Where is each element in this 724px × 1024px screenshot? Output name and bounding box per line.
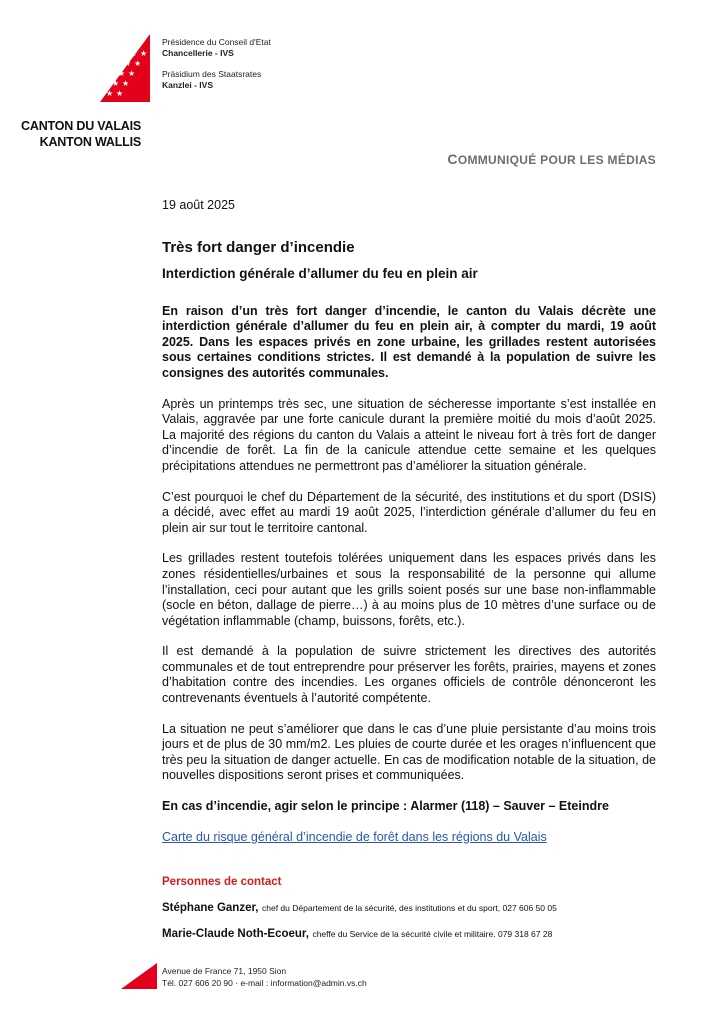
contact-item [162,900,656,917]
press-release-body [162,198,656,953]
communique-first-letter: C [447,151,458,167]
svg-text:★: ★ [124,59,132,68]
release-title: Très fort danger d’incendie [162,238,355,256]
header-kanzlei: Kanzlei - IVS [162,80,214,90]
paragraph-2: C’est pourquoi le chef du Département de la sécurité, des institutions et du sport (DSIS) a décidé, avec effet au mardi 19 août 2025, l’interdiction générale d’allumer du feu en plein air sur tout le territoire cantonal. [162,489,656,535]
header-chancellery: Chancellerie - IVS [162,48,234,58]
fire-risk-map-link[interactable]: Carte du risque général d’incendie de forêt dans les régions du Valais [162,829,547,844]
canton-name-de: KANTON WALLIS [39,135,141,149]
contact-name: Stéphane Ganzer, [162,901,259,914]
canton-name [21,118,141,150]
svg-text:★: ★ [116,55,124,64]
header-presidency: Présidence du Conseil d'Etat [162,37,271,47]
contact-name: Marie-Claude Noth-Ecoeur, [162,928,309,941]
paragraph-5: La situation ne peut s’améliorer que dans le cas d’une pluie persistante d’au moins trois jours et de plus de 30 mm/m2. Les pluies de courte durée et les orages n’influencent que très peu la situation de danger actuelle. En cas de modification notable de la situation, de nouvelles dispositions seront prises et communiquées. [162,721,656,783]
contact-role: cheffe du Service de la sécurité civile et militaire. 079 318 67 28 [312,929,553,940]
paragraph-1: Après un printemps très sec, une situation de sécheresse importante s’est installée en Valais, aggravée par une forte canicule durant la première moitié du mois d’août 2025. La majorité des régions du canton du Valais a atteint le niveau fort à très fort de danger d’incendie de forêt. La fin de la canicule attendue cette semaine et les quelques précipitations attendues ne permettront pas d’améliorer la situation générale. [162,396,656,473]
svg-text:★: ★ [130,49,138,58]
communique-rest: OMMUNIQUÉ POUR LES MÉDIAS [457,153,656,167]
svg-text:★: ★ [122,79,130,88]
svg-text:★: ★ [140,49,148,58]
svg-text:★: ★ [110,63,118,72]
communique-label [447,151,656,167]
paragraph-3: Les grillades restent toutefois tolérées uniquement dans les espaces privés dans les zones résidentielles/urbaines et sous la responsabilité de la personne qui allume l’installation, ceci pour autant que les grills soient posés sur une base non-inflammable (socle en béton, dallage de pierre…) à au moins plus de 10 mètres d’une surface ou de végétation inflammable (champ, buissons, forêts, etc.). [162,551,656,628]
svg-text:★: ★ [128,69,136,78]
svg-text:★: ★ [112,79,120,88]
footer-address [162,965,367,989]
contact-item [162,926,656,943]
release-date: 19 août 2025 [162,198,235,212]
lead-paragraph: En raison d’un très fort danger d’incendie, le canton du Valais décrète une interdiction générale d’allumer du feu en plein air, à compter du mardi, 19 août 2025. Dans les espaces privés en zone urbaine, les grillades restent autorisées sous certaines conditions strictes. Il est demandé à la population de suivre les consignes des autorités communales. [162,303,656,380]
canton-name-fr: CANTON DU VALAIS [21,119,141,133]
release-subtitle: Interdiction générale d’allumer du feu en plein air [162,265,478,281]
valais-flag-icon [100,34,150,102]
contacts-heading: Personnes de contact [162,876,282,889]
contact-role: chef du Département de la sécurité, des institutions et du sport, 027 606 50 05 [262,902,557,913]
footer-address-line: Avenue de France 71, 1950 Sion [162,966,287,976]
svg-text:★: ★ [134,59,142,68]
paragraph-4: Il est demandé à la population de suivre strictement les directives des autorités communales et de tout entreprendre pour préserver les forêts, prairies, mayens et zones d’habitation contre des incendies. Les organes officiels de contrôle dénonceront les contrevenants éventuels à l’autorité compétente. [162,644,656,706]
svg-text:★: ★ [118,69,126,78]
svg-text:★: ★ [116,89,124,98]
footer-contact-line: Tél. 027 606 20 90 · e-mail : information@admin.vs.ch [162,978,367,988]
svg-text:★: ★ [104,73,112,82]
header-praesidium: Präsidium des Staatsrates [162,69,262,79]
fire-principle: En cas d’incendie, agir selon le principe : Alarmer (118) – Sauver – Eteindre [162,799,609,814]
svg-text:★: ★ [106,89,114,98]
red-triangle-icon [121,963,157,989]
